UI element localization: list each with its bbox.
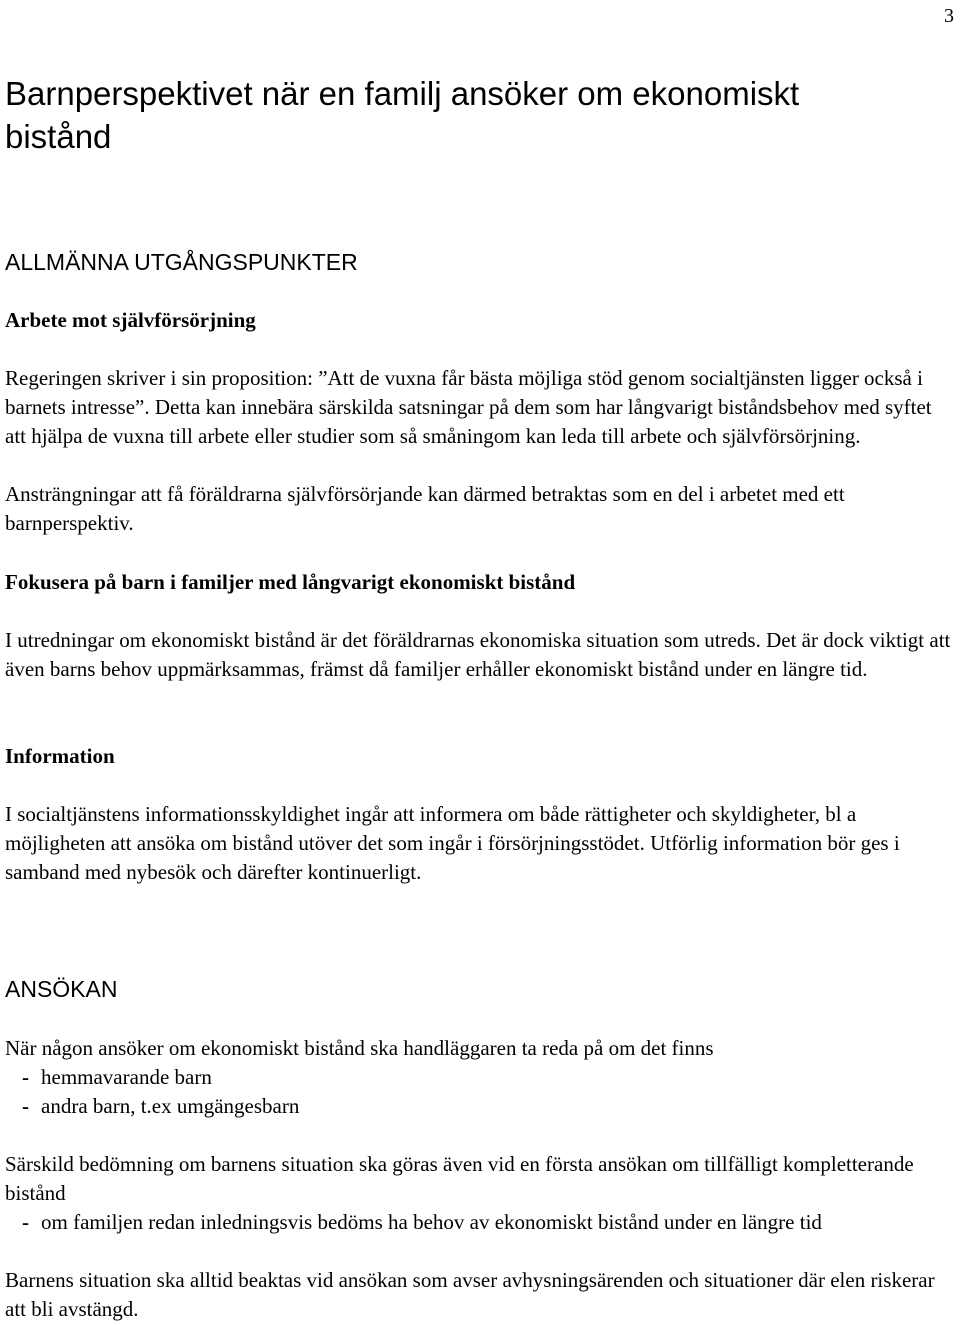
paragraph-information: I socialtjänstens informationsskyldighet ingår att informera om både rättigheter och skyldigheter, bl a möjligheten att ansöka om bistånd utöver det som ingår i försörjningsstödet. Utförlig information bör ges i samband med nybesök och därefter kontinuerligt. <box>5 802 900 884</box>
section-heading-general: ALLMÄNNA UTGÅNGSPUNKTER <box>5 249 358 275</box>
subheading-long-term-aid: Fokusera på barn i familjer med långvarigt ekonomiskt bistånd <box>5 570 576 594</box>
section-heading-application: ANSÖKAN <box>5 976 118 1002</box>
paragraph-long-term-aid: I utredningar om ekonomiskt bistånd är det föräldrarnas ekonomiska situation som utreds. Det är dock viktigt att även barns behov uppmärksammas, främst då familjer erhåller ekonomiskt bistånd under en längre tid. <box>5 628 951 681</box>
list-item <box>5 1092 957 1121</box>
list-bullet: - <box>22 1210 29 1234</box>
paragraph-parental-efforts: Ansträngningar att få föräldrarna självförsörjande kan därmed betraktas som en del i arbetet med ett barnperspektiv. <box>5 482 845 535</box>
list-item-text: andra barn, t.ex umgängesbarn <box>41 1094 300 1118</box>
paragraph-first-application: Särskild bedömning om barnens situation ska göras även vid en första ansökan om tillfälligt kompletterande bistånd <box>5 1152 914 1205</box>
paragraph-eviction: Barnens situation ska alltid beaktas vid ansökan som avser avhysningsärenden och situationer där elen riskerar att bli avstängd. <box>5 1268 935 1321</box>
subheading-self-sufficiency: Arbete mot självförsörjning <box>5 308 256 332</box>
list-bullet: - <box>22 1065 29 1089</box>
list-item <box>5 1208 957 1237</box>
paragraph-application-intro: När någon ansöker om ekonomiskt bistånd ska handläggaren ta reda på om det finns <box>5 1036 714 1060</box>
list-item <box>5 1063 957 1092</box>
page-number: 3 <box>944 5 954 27</box>
subheading-information: Information <box>5 744 115 768</box>
page-title: Barnperspektivet när en familj ansöker om ekonomiskt bistånd <box>5 75 800 155</box>
paragraph-self-sufficiency: Regeringen skriver i sin proposition: ”Att de vuxna får bästa möjliga stöd genom socialtjänsten ligger också i barnets intresse”. Detta kan innebära särskilda satsningar på dem som har långvarigt biståndsbehov med syftet att hjälpa de vuxna till arbete eller studier som så småningom kan leda till arbete och självförsörjning. <box>5 366 932 448</box>
list-item-text: om familjen redan inledningsvis bedöms ha behov av ekonomiskt bistånd under en längre tid <box>41 1210 822 1234</box>
list-item-text: hemmavarande barn <box>41 1065 212 1089</box>
list-bullet: - <box>22 1094 29 1118</box>
